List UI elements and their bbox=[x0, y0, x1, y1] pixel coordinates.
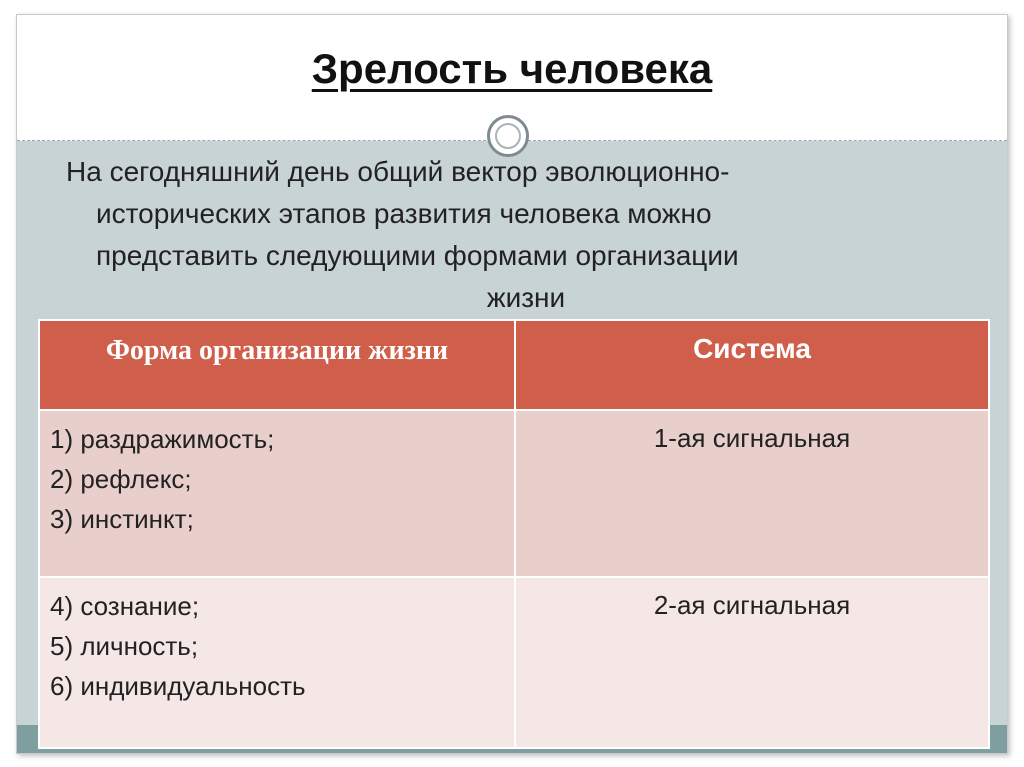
intro-line: представить следующими формами организации bbox=[96, 240, 739, 271]
list-item: 2) рефлекс; bbox=[50, 464, 192, 494]
list-item: 5) личность; bbox=[50, 631, 199, 661]
table-header-row bbox=[39, 320, 989, 410]
list-item: 6) индивидуальность bbox=[50, 671, 306, 701]
table-row bbox=[39, 410, 989, 577]
forms-cell bbox=[39, 410, 515, 577]
column-header-form: Форма организации жизни bbox=[39, 320, 515, 410]
intro-line: исторических этапов развития человека можно bbox=[96, 198, 712, 229]
intro-line: На сегодняшний день общий вектор эволюционно- bbox=[66, 156, 730, 187]
system-cell: 2-ая сигнальная bbox=[515, 577, 989, 748]
intro-paragraph bbox=[66, 151, 956, 319]
system-cell: 1-ая сигнальная bbox=[515, 410, 989, 577]
list-item: 1) раздражимость; bbox=[50, 424, 275, 454]
slide-title: Зрелость человека bbox=[311, 45, 713, 92]
column-header-system: Система bbox=[515, 320, 989, 410]
list-item: 3) инстинкт; bbox=[50, 504, 194, 534]
organization-table bbox=[38, 319, 990, 749]
forms-cell bbox=[39, 577, 515, 748]
list-item: 4) сознание; bbox=[50, 591, 200, 621]
table-row bbox=[39, 577, 989, 748]
intro-line: жизни bbox=[486, 282, 566, 313]
